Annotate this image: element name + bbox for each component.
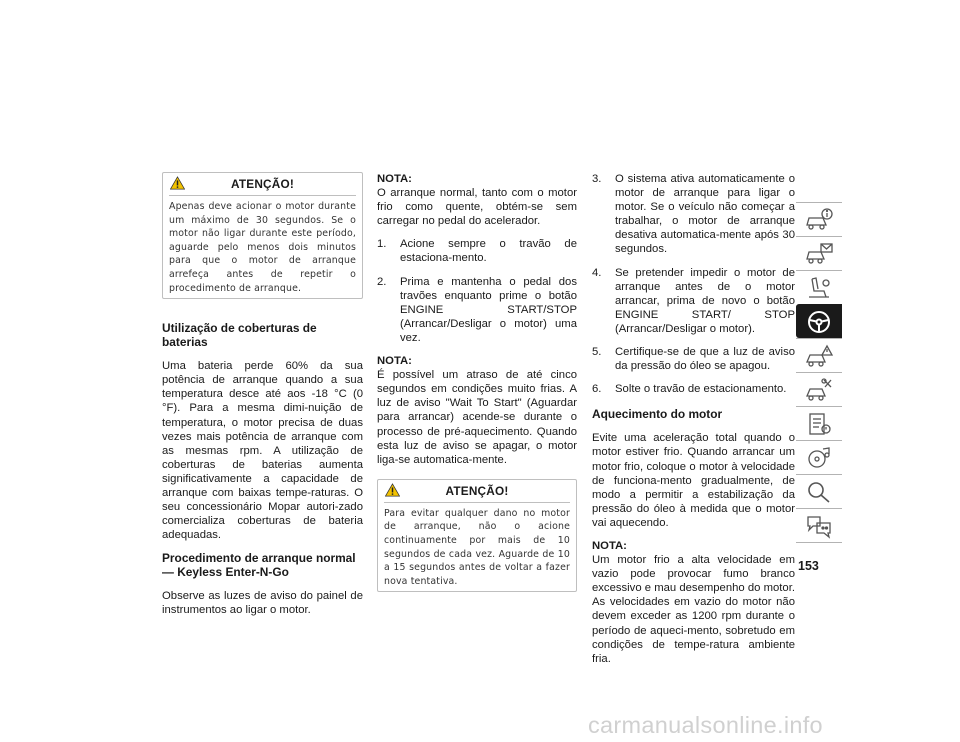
- language-icon: [804, 513, 834, 539]
- step-text: Acione sempre o travão de estaciona-mento.: [400, 238, 577, 265]
- warning-divider: [169, 195, 356, 196]
- step-text: Se pretender impedir o motor de arranque antes de o motor arrancar, prima de novo o botão ENGINE START/ STOP (Arrancar/Desligar o motor).: [615, 266, 795, 335]
- steering-wheel-icon: [804, 309, 834, 335]
- step-number: 4.: [592, 266, 602, 279]
- chapter-tab-9[interactable]: [796, 474, 842, 508]
- note-label-1: NOTA:: [377, 173, 412, 185]
- warning-title: ATENÇÃO!: [231, 177, 294, 191]
- car-info-icon: [804, 207, 834, 233]
- heading-normal-start: Procedimento de arranque normal — Keyless Enter-N-Go: [162, 551, 356, 580]
- chapter-tab-6[interactable]: [796, 372, 842, 406]
- step-number: 3.: [592, 173, 602, 185]
- heading-battery-covers: Utilização de coberturas de baterias: [162, 321, 317, 350]
- warning-title: ATENÇÃO!: [445, 483, 509, 498]
- step-item-4: [592, 266, 795, 336]
- warning-box-starter-time: [162, 172, 363, 299]
- chapter-tab-3[interactable]: [796, 270, 842, 304]
- watermark-text: carmanualsonline.info: [588, 712, 823, 738]
- step-text: Certifique-se de que a luz de aviso da pressão do óleo se apagou.: [615, 346, 795, 373]
- tabs-bottom-rule: [796, 542, 842, 543]
- chapter-tab-10[interactable]: [796, 508, 842, 542]
- warning-car-icon: [804, 343, 834, 369]
- note-text-1: O arranque normal, tanto com o motor frio como quente, obtém-se sem carregar no pedal do acelerador.: [377, 187, 577, 228]
- chapter-tab-1[interactable]: [796, 202, 842, 236]
- step-number: 2.: [377, 275, 387, 288]
- step-text: Prima e mantenha o pedal dos travões enquanto prime o botão ENGINE START/STOP (Arrancar/Desligar o motor) uma vez.: [400, 275, 577, 344]
- warning-body: Apenas deve acionar o motor durante um máximo de 30 segundos. Se o motor não ligar durante este período, aguarde pelo menos dois minutos para que o motor de arranque arrefeça antes de repetir o procedimento de arranque.: [169, 201, 356, 294]
- steps-list-2: [592, 172, 795, 396]
- chapter-tabs: [796, 202, 842, 542]
- paragraph-instrument-lights: Observe as luzes de aviso do painel de instrumentos ao ligar o motor.: [162, 590, 363, 617]
- index-search-icon: [804, 479, 834, 505]
- step-item-5: [592, 345, 795, 373]
- chapter-tab-7[interactable]: [796, 406, 842, 440]
- step-item-3: [592, 172, 795, 257]
- step-item-2: [377, 275, 577, 345]
- multimedia-icon: [804, 445, 834, 471]
- chapter-tab-5[interactable]: [796, 338, 842, 372]
- heading-engine-warmup: Aquecimento do motor: [592, 407, 723, 422]
- note-text-3: Um motor frio a alta velocidade em vazio pode provocar fumo branco excessivo e mau desempenho do motor. As velocidades em vazio do motor não devem exceder as 1200 rpm durante o período de aqueci-mento, sobretudo em condições de tempe-ratura ambiente fria.: [592, 554, 795, 665]
- warning-header: [163, 173, 362, 195]
- warning-header: [378, 480, 576, 502]
- specifications-list-icon: [804, 411, 834, 437]
- car-service-icon: [804, 377, 834, 403]
- chapter-tab-8[interactable]: [796, 440, 842, 474]
- step-text: Solte o travão de estacionamento.: [615, 383, 787, 396]
- chapter-tab-2[interactable]: [796, 236, 842, 270]
- step-number: 6.: [592, 383, 602, 396]
- step-text: O sistema ativa automaticamente o motor de arranque para ligar o motor. Se o veículo não começar a trabalhar, o motor de arranque desativa automatica-mente após 30 segundos.: [615, 173, 795, 256]
- paragraph-engine-warmup: Evite uma aceleração total quando o motor estiver frio. Quando arrancar um motor frio, coloque o motor à velocidade de funciona-mento gradualmente, de modo a permitir a estabilização da pressão do óleo à medida que o motor vai aquecendo.: [592, 432, 795, 529]
- warning-box-starter-damage: [377, 479, 577, 593]
- warning-body: Para evitar qualquer dano no motor de arranque, não o acione continuamente por mais de 10 segundos de cada vez. Aguarde de 10 a 15 segundos antes de voltar a fazer nova tentativa.: [384, 507, 570, 587]
- chapter-tab-4-active[interactable]: [796, 304, 842, 338]
- note-label-3: NOTA:: [592, 539, 627, 552]
- step-number: 5.: [592, 346, 602, 359]
- note-label-2: NOTA:: [377, 355, 412, 368]
- note-text-2: É possível um atraso de até cinco segundos em condições muito frias. A luz de aviso "Wait To Start" (Aguardar para arrancar) acende-se durante o processo de pré-aquecimento. Quando esta luz de aviso se apagar, o motor liga-se automatica-mente.: [377, 369, 577, 466]
- column-middle: [377, 172, 577, 592]
- column-left: [162, 172, 363, 618]
- page-number: 153: [798, 559, 819, 573]
- warning-divider: [384, 502, 570, 503]
- step-item-6: [592, 382, 795, 396]
- step-item-1: [377, 237, 577, 265]
- seat-safety-icon: [804, 275, 834, 301]
- paragraph-battery-covers: Uma bateria perde 60% da sua potência de arranque quando a sua temperatura desce até aos -18 °C (0 °F). Para a mesma dimi-nuição de temperatura, o motor precisa de duas vezes mais potência de arranque com as mesmas rpm. A utilização de coberturas de baterias aumenta significativamente a capacidade de arranque com baixas tempe-raturas. O seu concessionário Mopar autori-zado comercializa coberturas de bateria adequadas.: [162, 360, 363, 542]
- steps-list-1: [377, 237, 577, 345]
- car-mail-icon: [804, 241, 834, 267]
- step-number: 1.: [377, 238, 387, 251]
- column-right: [592, 172, 795, 666]
